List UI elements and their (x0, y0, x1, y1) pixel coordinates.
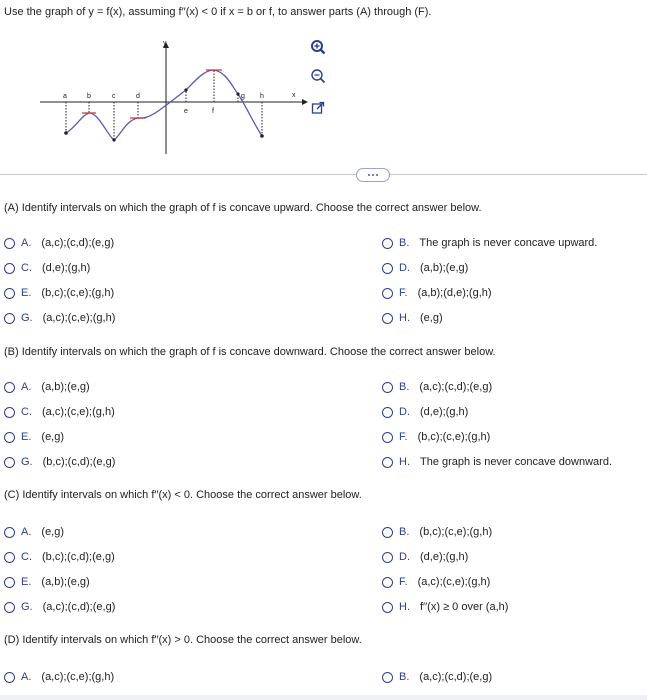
question-a-option-d[interactable] (382, 262, 468, 274)
option-text: The graph is never concave downward. (420, 456, 612, 468)
question-a-option-g[interactable] (4, 312, 115, 324)
label-a: a (63, 93, 67, 100)
question-c-prompt: (C) Identify intervals on which f′′(x) < 0. Choose the correct answer below. (4, 489, 362, 501)
option-letter: F. (399, 576, 408, 588)
option-text: f′′(x) ≥ 0 over (a,h) (420, 601, 509, 613)
radio-button[interactable] (382, 457, 393, 468)
question-b-option-h[interactable] (382, 456, 612, 468)
zoom-out-button[interactable] (307, 65, 329, 87)
radio-button[interactable] (4, 288, 15, 299)
open-in-new-window-button[interactable] (307, 97, 329, 119)
option-letter: G. (21, 456, 33, 468)
option-text: (e,g) (41, 431, 65, 443)
option-text: (b,c);(c,d);(e,g) (42, 456, 116, 468)
option-letter: B. (399, 671, 410, 683)
label-c: c (112, 93, 116, 100)
option-text: (a,b);(e,g) (41, 381, 90, 393)
option-letter: B. (399, 237, 410, 249)
option-text: (b,c);(c,e);(g,h) (417, 431, 491, 443)
label-g: g (241, 93, 245, 100)
radio-button[interactable] (4, 672, 15, 683)
question-a-option-e[interactable] (4, 287, 114, 299)
question-a-option-c[interactable] (4, 262, 90, 274)
question-a-prompt: (A) Identify intervals on which the graph of f is concave upward. Choose the correct answer below. (4, 202, 482, 214)
radio-button[interactable] (382, 238, 393, 249)
label-e: e (184, 108, 188, 115)
label-f: f (212, 108, 214, 115)
radio-button[interactable] (382, 313, 393, 324)
option-letter: E. (21, 431, 32, 443)
option-text: (a,b);(d,e);(g,h) (417, 287, 492, 299)
function-curve (66, 70, 262, 140)
problem-prompt: Use the graph of y = f(x), assuming f′′(x) < 0 if x = b or f, to answer parts (A) through (F). (4, 6, 432, 18)
option-text: (b,c);(c,e);(g,h) (419, 526, 493, 538)
radio-button[interactable] (382, 602, 393, 613)
option-text: (a,b);(e,g) (41, 576, 90, 588)
radio-button[interactable] (382, 263, 393, 274)
option-letter: C. (21, 551, 32, 563)
radio-button[interactable] (4, 263, 15, 274)
label-h: h (260, 93, 264, 100)
point-a-end (64, 131, 68, 135)
option-letter: D. (399, 406, 410, 418)
option-text: (d,e);(g,h) (420, 406, 469, 418)
section-divider (0, 174, 647, 175)
bottom-scroll-area (0, 695, 647, 700)
question-b-option-f[interactable] (382, 431, 490, 443)
option-text: (a,c);(c,e);(g,h) (42, 406, 115, 418)
option-letter: A. (21, 237, 32, 249)
radio-button[interactable] (4, 577, 15, 588)
option-letter: F. (399, 431, 408, 443)
question-c-option-g[interactable] (4, 601, 115, 613)
option-letter: G. (21, 601, 33, 613)
option-letter: G. (21, 312, 33, 324)
option-text: (a,c);(c,d);(e,g) (41, 237, 115, 249)
radio-button[interactable] (382, 382, 393, 393)
zoom-in-button[interactable] (307, 36, 329, 58)
dot-icon (372, 174, 374, 176)
option-text: (a,c);(c,e);(g,h) (417, 576, 491, 588)
radio-button[interactable] (4, 238, 15, 249)
radio-button[interactable] (382, 527, 393, 538)
option-letter: A. (21, 526, 32, 538)
question-a-option-a[interactable] (4, 237, 114, 249)
option-text: (b,c);(c,d);(e,g) (42, 551, 115, 563)
radio-button[interactable] (4, 602, 15, 613)
question-c-option-e[interactable] (4, 576, 90, 588)
option-text: (a,c);(c,d);(e,g) (419, 671, 493, 683)
question-c-option-f[interactable] (382, 576, 490, 588)
x-axis-label: x (292, 92, 296, 99)
y-axis-label: y (163, 40, 167, 47)
question-b-option-a[interactable] (4, 381, 90, 393)
radio-button[interactable] (4, 552, 15, 563)
radio-button[interactable] (382, 407, 393, 418)
external-link-icon (311, 101, 325, 115)
question-c-option-c[interactable] (4, 551, 115, 563)
question-b-option-g[interactable] (4, 456, 115, 468)
question-a-option-b[interactable] (382, 237, 597, 249)
question-b-option-e[interactable] (4, 431, 64, 443)
option-text: (e,g) (420, 312, 443, 324)
option-text: (a,c);(c,e);(g,h) (41, 671, 115, 683)
option-letter: A. (21, 381, 32, 393)
question-b-option-d[interactable] (382, 406, 468, 418)
option-letter: D. (399, 262, 410, 274)
option-letter: H. (399, 312, 410, 324)
zoom-in-icon (310, 39, 326, 55)
option-letter: E. (21, 287, 32, 299)
point-h-end (260, 134, 264, 138)
question-c-option-d[interactable] (382, 551, 468, 563)
question-c-option-a[interactable] (4, 526, 64, 538)
function-graph (30, 36, 310, 164)
question-d-prompt: (D) Identify intervals on which f′′(x) > 0. Choose the correct answer below. (4, 634, 362, 646)
graph-svg (30, 36, 310, 161)
radio-button[interactable] (4, 432, 15, 443)
radio-button[interactable] (4, 457, 15, 468)
question-c-option-b[interactable] (382, 526, 492, 538)
radio-button[interactable] (382, 672, 393, 683)
option-text: (a,b);(e,g) (420, 262, 469, 274)
option-text: (a,c);(c,e);(g,h) (42, 312, 116, 324)
option-text: (a,c);(c,d);(e,g) (42, 601, 116, 613)
option-letter: H. (399, 601, 410, 613)
option-letter: E. (21, 576, 32, 588)
point-c-cusp (112, 138, 115, 141)
question-b-option-b[interactable] (382, 381, 492, 393)
radio-button[interactable] (4, 407, 15, 418)
dot-icon (376, 174, 378, 176)
question-a-option-h[interactable] (382, 312, 443, 324)
label-d: d (136, 93, 140, 100)
option-letter: C. (21, 262, 32, 274)
radio-button[interactable] (382, 288, 393, 299)
radio-button[interactable] (4, 527, 15, 538)
radio-button[interactable] (382, 577, 393, 588)
question-a-option-f[interactable] (382, 287, 492, 299)
radio-button[interactable] (4, 382, 15, 393)
point-e-inflection (184, 88, 187, 91)
option-text: The graph is never concave upward. (419, 237, 598, 249)
radio-button[interactable] (4, 313, 15, 324)
option-text: (d,e);(g,h) (42, 262, 91, 274)
question-c-option-h[interactable] (382, 601, 508, 613)
option-letter: B. (399, 526, 410, 538)
option-letter: H. (399, 456, 410, 468)
option-text: (a,c);(c,d);(e,g) (419, 381, 493, 393)
expand-more-button[interactable] (356, 168, 390, 182)
option-letter: C. (21, 406, 32, 418)
question-d-option-a[interactable] (4, 671, 114, 683)
option-text: (b,c);(c,e);(g,h) (41, 287, 115, 299)
option-text: (e,g) (41, 526, 65, 538)
radio-button[interactable] (382, 432, 393, 443)
option-letter: B. (399, 381, 410, 393)
dot-icon (368, 174, 370, 176)
radio-button[interactable] (382, 552, 393, 563)
label-b: b (87, 93, 91, 100)
question-b-option-c[interactable] (4, 406, 115, 418)
question-b-prompt: (B) Identify intervals on which the graph of f is concave downward. Choose the correct answer below. (4, 346, 496, 358)
zoom-out-icon (310, 68, 326, 84)
option-letter: A. (21, 671, 32, 683)
question-d-option-b[interactable] (382, 671, 492, 683)
point-g-inflection (236, 92, 239, 95)
option-letter: D. (399, 551, 410, 563)
option-letter: F. (399, 287, 408, 299)
option-text: (d,e);(g,h) (420, 551, 469, 563)
